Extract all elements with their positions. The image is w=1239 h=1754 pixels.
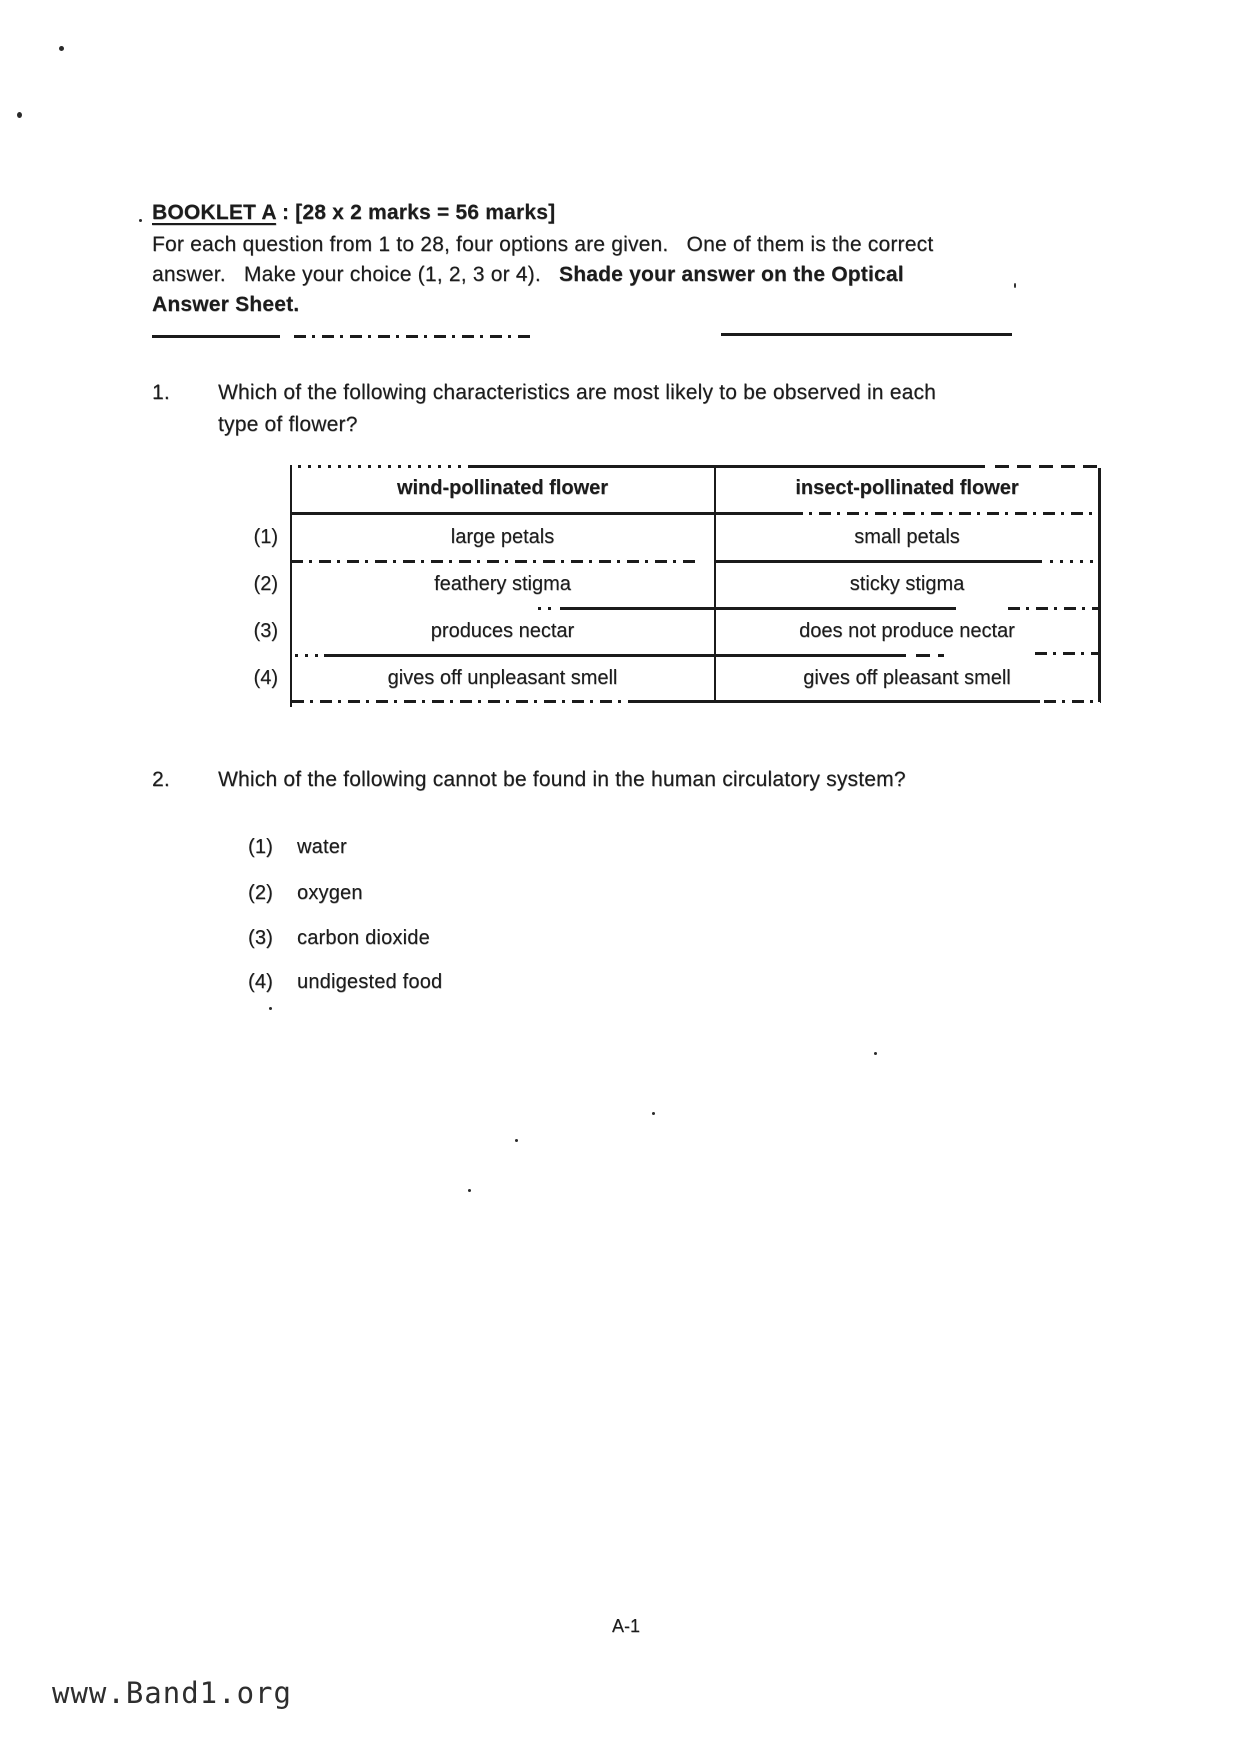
table-border-row3 — [295, 654, 323, 657]
header-divider-segment — [152, 335, 280, 338]
page-number: A-1 — [612, 1616, 641, 1636]
instructions-line-2-bold: Shade your answer on the Optical — [559, 263, 904, 286]
question-2-option-2-label: (2) — [248, 882, 274, 904]
header-divider-segment — [294, 335, 532, 338]
table-border-right — [1098, 468, 1101, 702]
table-row-label-2: (2) — [253, 573, 278, 595]
table-border-row3 — [324, 654, 906, 657]
table-header-insect-pollinated: insect-pollinated flower — [795, 477, 1019, 499]
question-2-text: Which of the following cannot be found in the human circulatory system? — [218, 768, 906, 791]
instructions-line-2-regular: answer. Make your choice (1, 2, 3 or 4). — [152, 263, 560, 286]
booklet-marks: : [28 x 2 marks = 56 marks] — [275, 201, 556, 224]
table-border-row2 — [560, 607, 956, 610]
scan-speck — [515, 1139, 518, 1142]
scan-speck — [269, 1007, 272, 1010]
question-1-text-line-1: Which of the following characteristics are most likely to be observed in each — [218, 381, 937, 404]
table-border-row2 — [538, 607, 552, 610]
instructions-line-3: Answer Sheet. — [152, 293, 300, 316]
table-row-label-3: (3) — [253, 620, 278, 642]
scan-speck — [1014, 283, 1016, 288]
table-cell-r2c2: sticky stigma — [849, 573, 965, 595]
instructions-line-2 — [152, 263, 904, 287]
scan-speck — [468, 1189, 471, 1192]
table-header-wind-pollinated: wind-pollinated flower — [396, 477, 609, 499]
table-border-middle — [714, 466, 716, 702]
table-cell-r3c1: produces nectar — [430, 620, 575, 642]
table-border-row1 — [291, 560, 701, 563]
question-2-option-1-label: (1) — [248, 836, 274, 858]
table-border-top — [995, 465, 1101, 468]
question-2-option-4-text: undigested food — [297, 971, 443, 993]
table-cell-r4c2: gives off pleasant smell — [803, 667, 1011, 689]
question-2-option-4-label: (4) — [248, 971, 274, 993]
booklet-title: BOOKLET A — [152, 201, 276, 224]
table-border-row2 — [1008, 607, 1101, 610]
question-1-number: 1. — [152, 381, 170, 404]
watermark-url: www.Band1.org — [52, 1676, 292, 1710]
question-2-option-2-text: oxygen — [297, 882, 363, 904]
table-border-bottom — [292, 700, 640, 703]
booklet-heading — [152, 201, 555, 225]
question-2-option-3-text: carbon dioxide — [297, 927, 430, 949]
scan-speck — [652, 1112, 655, 1115]
table-border-row1 — [716, 560, 1042, 563]
table-border-top — [298, 465, 470, 468]
scan-speck — [59, 46, 64, 51]
table-cell-r2c1: feathery stigma — [434, 573, 571, 595]
header-divider-segment — [721, 333, 1012, 336]
instructions-line-1: For each question from 1 to 28, four options are given. One of them is the correct — [152, 233, 934, 256]
question-2-option-3-label: (3) — [248, 927, 274, 949]
table-border-top — [470, 465, 985, 468]
table-border-bottom — [1044, 700, 1101, 703]
table-border-bottom — [640, 700, 1040, 703]
table-border-row3 — [1035, 652, 1101, 655]
question-1-text-line-2: type of flower? — [218, 413, 358, 436]
table-border-row3 — [916, 654, 944, 657]
table-cell-r1c2: small petals — [854, 526, 960, 548]
question-2-option-1-text: water — [297, 836, 347, 858]
table-border-row1 — [1050, 560, 1094, 563]
question-2-number: 2. — [152, 768, 170, 791]
table-row-label-4: (4) — [253, 667, 278, 689]
scan-speck — [17, 112, 22, 118]
scan-speck — [139, 219, 142, 222]
table-border-header — [291, 512, 791, 515]
table-cell-r3c2: does not produce nectar — [799, 620, 1015, 642]
table-row-label-1: (1) — [253, 526, 278, 548]
table-cell-r4c1: gives off unpleasant smell — [387, 667, 618, 689]
table-cell-r1c1: large petals — [450, 526, 555, 548]
scan-speck — [874, 1052, 877, 1055]
table-border-header — [791, 512, 1101, 515]
